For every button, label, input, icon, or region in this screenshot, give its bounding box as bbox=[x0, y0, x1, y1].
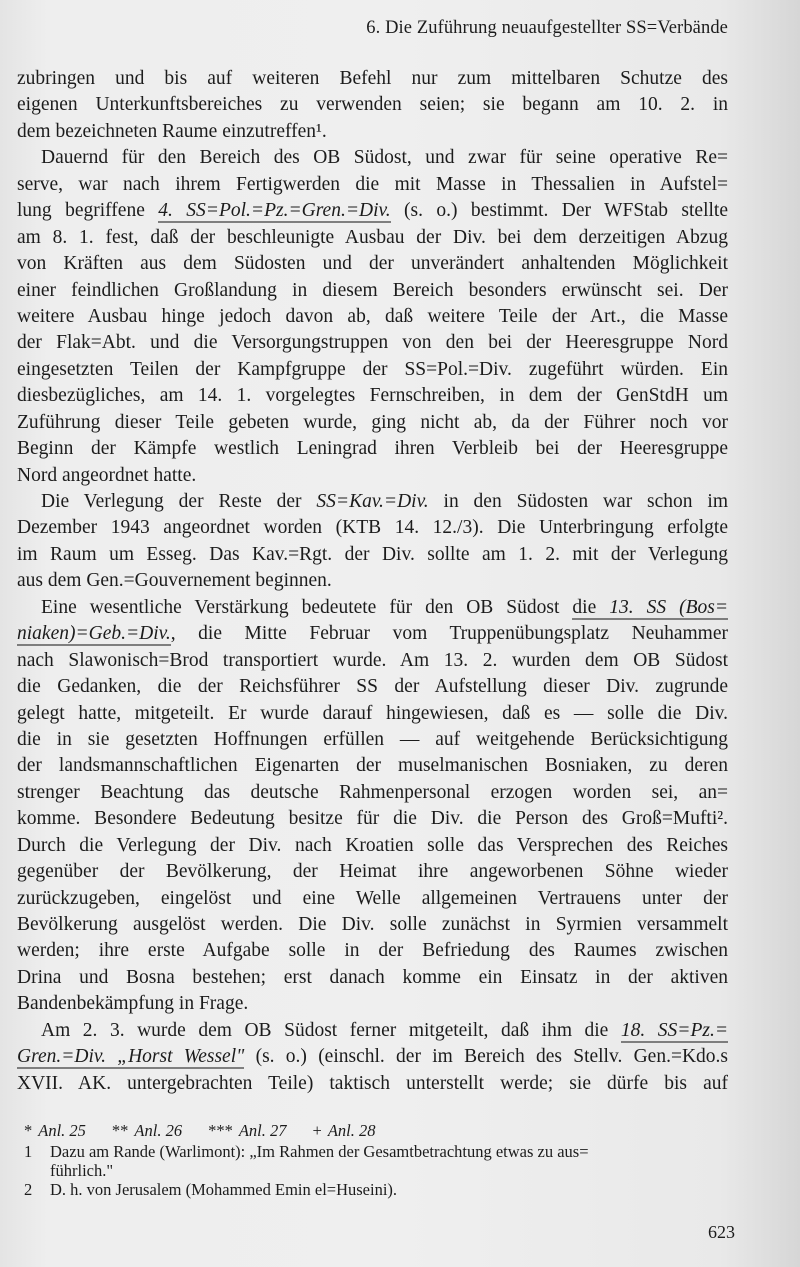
text-line bbox=[17, 727, 728, 753]
text-line bbox=[17, 357, 728, 383]
text-segment: zubringen und bis auf weiteren Befehl nur zum mittelbaren Schutze des bbox=[17, 68, 728, 89]
text-segment: Die Verlegung der Reste der bbox=[41, 491, 317, 512]
text-line bbox=[17, 330, 728, 356]
body-text bbox=[17, 66, 728, 1097]
text-segment: Nord angeordnet hatte. bbox=[17, 464, 197, 486]
text-line bbox=[17, 66, 728, 92]
annex-mark: + bbox=[312, 1121, 322, 1140]
text-segment: (s. o.) bestimmt. Der WFStab stellte bbox=[390, 200, 728, 222]
text-segment: am 8. 1. fest, daß der beschleunigte Ausbau der Div. bei dem derzeitigen Abzug bbox=[17, 226, 728, 248]
italic-text: SS=Kav.=Div. bbox=[316, 491, 429, 512]
text-line bbox=[17, 753, 728, 779]
text-segment: Am 2. 3. wurde dem OB Südost ferner mitgeteilt, daß ihm die bbox=[41, 1019, 621, 1041]
annex-mark: *** bbox=[208, 1121, 233, 1140]
text-line bbox=[17, 648, 728, 674]
text-line bbox=[17, 515, 728, 541]
text-segment: diesbezügliches, am 14. 1. vorgelegtes Fernschreiben, in dem der GenStdH um bbox=[17, 385, 728, 407]
text-line bbox=[17, 383, 728, 409]
text-segment: eingesetzten Teilen der Kampfgruppe der SS=Pol.=Div. zugeführt würden. Ein bbox=[17, 358, 728, 380]
annex-references bbox=[24, 1120, 734, 1142]
text-line bbox=[17, 251, 728, 277]
text-segment: die Gedanken, die der Reichsführer SS der Aufstellung dieser Div. zugrunde bbox=[17, 676, 728, 698]
footnote-2 bbox=[24, 1180, 734, 1199]
underlined-reference: 13. SS (Bos= bbox=[609, 596, 728, 618]
text-segment: strenger Beachtung das deutsche Rahmenpersonal erzogen worden sei, an= bbox=[17, 781, 728, 803]
annex-mark: * bbox=[24, 1121, 33, 1140]
text-segment: Durch die Verlegung der Div. nach Kroatien solle das Versprechen des Reiches bbox=[17, 834, 728, 856]
text-segment: , die Mitte Februar vom Truppenübungsplatz Neuhammer bbox=[170, 623, 728, 645]
text-line bbox=[17, 674, 728, 700]
paragraph bbox=[17, 145, 728, 489]
text-line bbox=[17, 991, 728, 1017]
text-line bbox=[17, 410, 728, 436]
annex-ref: Anl. 25 bbox=[38, 1121, 86, 1140]
text-segment: gegenüber der Bevölkerung, der Heimat ihre angeworbenen Söhne wieder bbox=[17, 861, 728, 883]
text-line bbox=[17, 833, 728, 859]
text-line bbox=[17, 780, 728, 806]
text-segment: einer feindlichen Großlandung in diesem Bereich besonders erwünscht sei. Der bbox=[17, 279, 728, 301]
text-line bbox=[17, 886, 728, 912]
paragraph bbox=[17, 489, 728, 595]
text-line bbox=[17, 1018, 728, 1044]
underlined-reference: Gren.=Div. „Horst Wessel" bbox=[17, 1046, 245, 1068]
text-segment: eigenen Unterkunftsbereiches zu verwenden seien; sie begann am 10. 2. in bbox=[17, 94, 728, 116]
text-line bbox=[17, 912, 728, 938]
page-number: 623 bbox=[708, 1222, 735, 1242]
text-line bbox=[17, 938, 728, 964]
text-segment: werden; ihre erste Aufgabe solle in der Befriedung des Raumes zwischen bbox=[17, 940, 728, 962]
footnote-text: D. h. von Jerusalem (Mohammed Emin el=Huseini). bbox=[50, 1180, 398, 1199]
text-line bbox=[17, 119, 728, 145]
annex-reference bbox=[313, 1121, 376, 1140]
underlined-reference: niaken)=Geb.=Div. bbox=[17, 623, 171, 645]
text-segment: Eine wesentliche Verstärkung bedeutete für den OB Südost bbox=[41, 596, 573, 618]
text-line bbox=[17, 701, 728, 727]
running-header: 6. Die Zuführung neuaufgestellter SS=Verbände bbox=[366, 18, 728, 38]
footnote-1 bbox=[24, 1142, 734, 1180]
text-segment: in den Südosten war schon im bbox=[428, 491, 728, 512]
text-segment: Zuführung dieser Teile gebeten wurde, ging nicht ab, da der Führer noch vor bbox=[17, 411, 728, 433]
footnote-text bbox=[50, 1142, 589, 1180]
text-line bbox=[17, 859, 728, 885]
text-line bbox=[17, 542, 728, 568]
text-segment: dem bezeichneten Raume einzutreffen¹. bbox=[17, 120, 327, 142]
text-segment: Bandenbekämpfung in Frage. bbox=[17, 993, 249, 1015]
footnote-line: führlich." bbox=[50, 1161, 114, 1180]
text-segment: Dezember 1943 angeordnet worden (KTB 14. 12./3). Die Unterbringung erfolgte bbox=[17, 517, 728, 539]
underlined-reference: die bbox=[572, 596, 610, 618]
annex-reference bbox=[24, 1121, 86, 1140]
text-segment: (s. o.) (einschl. der im Bereich des Stellv. Gen.=Kdo.s bbox=[244, 1046, 728, 1068]
footnote-number: 1 bbox=[24, 1142, 33, 1161]
text-line bbox=[17, 304, 728, 330]
text-line bbox=[17, 463, 728, 489]
text-segment: der landsmannschaftlichen Eigenarten der muselmanischen Bosniaken, zu deren bbox=[17, 755, 728, 777]
text-line bbox=[17, 92, 728, 118]
annex-ref: Anl. 26 bbox=[134, 1121, 183, 1140]
footnotes bbox=[24, 1120, 734, 1199]
footnote-number: 2 bbox=[24, 1180, 33, 1199]
text-line bbox=[17, 278, 728, 304]
footnote-line: Dazu am Rande (Warlimont): „Im Rahmen der Gesamtbetrachtung etwas zu aus= bbox=[50, 1142, 589, 1161]
text-segment: weitere Ausbau hinge jedoch davon ab, daß weitere Teile der Art., die Masse bbox=[17, 305, 728, 327]
text-line bbox=[17, 568, 728, 594]
annex-ref: Anl. 28 bbox=[327, 1121, 376, 1140]
text-segment: im Raum um Esseg. Das Kav.=Rgt. der Div. sollte am 1. 2. mit der Verlegung bbox=[17, 543, 728, 565]
text-line bbox=[17, 595, 728, 621]
paragraph bbox=[17, 1018, 728, 1097]
text-segment: XVII. AK. untergebrachten Teile) taktisch unterstellt werde; sie dürfe bis auf bbox=[17, 1072, 728, 1094]
text-segment: Drina und Bosna bestehen; erst danach komme ein Einsatz in der aktiven bbox=[17, 966, 728, 988]
text-line bbox=[17, 1071, 728, 1097]
underlined-reference: 18. SS=Pz.= bbox=[620, 1019, 728, 1041]
annex-reference bbox=[208, 1121, 286, 1140]
text-line bbox=[17, 198, 728, 224]
text-segment: aus dem Gen.=Gouvernement beginnen. bbox=[17, 570, 332, 592]
text-segment: Bevölkerung ausgelöst werden. Die Div. solle zunächst in Syrmien versammelt bbox=[17, 914, 728, 935]
text-line bbox=[17, 172, 728, 198]
text-line bbox=[17, 806, 728, 832]
text-line bbox=[17, 1044, 728, 1070]
text-line bbox=[17, 621, 728, 647]
text-segment: lung begriffene bbox=[17, 200, 159, 222]
text-segment: zurückzugeben, eingelöst und eine Welle allgemeinen Vertrauens unter der bbox=[17, 887, 728, 909]
text-segment: serve, war nach ihrem Fertigwerden die mit Masse in Thessalien in Aufstel= bbox=[17, 173, 728, 195]
text-line bbox=[17, 436, 728, 462]
text-segment: Beginn der Kämpfe westlich Leningrad ihren Verbleib bei der Heeresgruppe bbox=[17, 438, 728, 460]
paragraph bbox=[17, 595, 728, 1018]
annex-ref: Anl. 27 bbox=[238, 1121, 287, 1140]
text-segment: nach Slawonisch=Brod transportiert wurde. Am 13. 2. wurden dem OB Südost bbox=[17, 649, 728, 671]
text-segment: der Flak=Abt. und die Versorgungstruppen von den bei der Heeresgruppe Nord bbox=[17, 332, 728, 354]
text-segment: gelegt hatte, mitgeteilt. Er wurde darauf hingewiesen, daß es — solle die Div. bbox=[17, 702, 728, 724]
text-segment: die in sie gesetzten Hoffnungen erfüllen — auf weitgehende Berücksichtigung bbox=[17, 728, 728, 750]
text-segment: komme. Besondere Bedeutung besitze für die Div. die Person des Groß=Mufti². bbox=[17, 808, 728, 830]
annex-reference bbox=[112, 1121, 182, 1140]
text-line bbox=[17, 965, 728, 991]
annex-mark: ** bbox=[111, 1121, 129, 1140]
paragraph bbox=[17, 66, 728, 145]
text-line bbox=[17, 225, 728, 251]
text-line bbox=[17, 489, 728, 515]
underlined-reference: 4. SS=Pol.=Pz.=Gren.=Div. bbox=[158, 200, 391, 222]
text-segment: von Kräften aus dem Südosten und der unverändert anhaltenden Möglichkeit bbox=[17, 253, 728, 275]
text-line bbox=[17, 145, 728, 171]
text-segment: Dauernd für den Bereich des OB Südost, und zwar für seine operative Re= bbox=[41, 147, 728, 169]
